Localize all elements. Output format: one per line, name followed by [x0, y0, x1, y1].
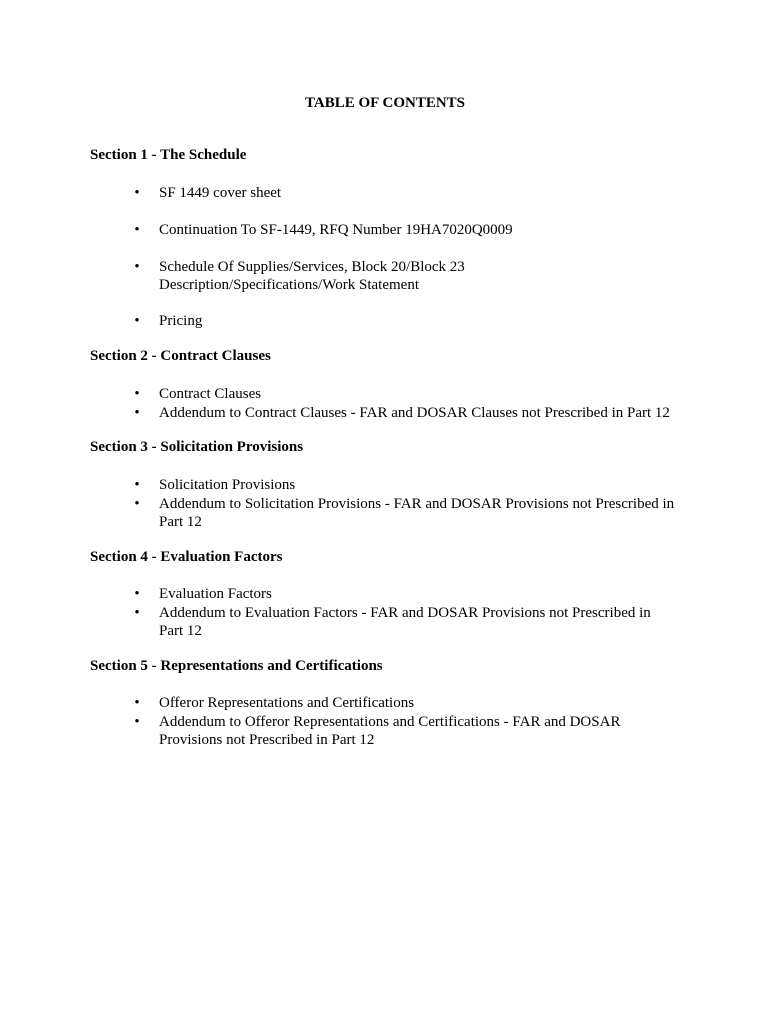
section-heading-1: Section 1 - The Schedule — [90, 147, 247, 163]
list-item — [131, 385, 691, 403]
list-item — [131, 312, 691, 330]
bullet-icon: • — [134, 405, 140, 421]
bullet-icon: • — [134, 496, 140, 512]
list-item-text: Evaluation Factors — [159, 586, 272, 602]
page-title: TABLE OF CONTENTS — [304, 95, 466, 111]
section-heading-3: Section 3 - Solicitation Provisions — [90, 439, 304, 455]
section-heading-2: Section 2 - Contract Clauses — [90, 348, 271, 364]
list-item — [131, 495, 691, 531]
list-item-text: Solicitation Provisions — [159, 477, 296, 493]
list-item-text: Pricing — [159, 313, 203, 329]
list-item-text: Addendum to Evaluation Factors - FAR and DOSAR Provisions not Prescribed in Part 12 — [159, 605, 651, 639]
list-item — [131, 476, 691, 494]
list-item — [131, 694, 691, 712]
section-heading-4: Section 4 - Evaluation Factors — [90, 549, 283, 565]
list-item — [131, 604, 671, 640]
bullet-icon: • — [134, 259, 140, 275]
bullet-icon: • — [134, 313, 140, 329]
list-item-text: Addendum to Contract Clauses - FAR and DOSAR Clauses not Prescribed in Part 12 — [159, 405, 670, 421]
list-item — [131, 258, 651, 294]
list-item — [131, 184, 691, 202]
list-item-text: Schedule Of Supplies/Services, Block 20/Block 23 Description/Specifications/Work Statement — [159, 259, 465, 293]
bullet-icon: • — [134, 185, 140, 201]
bullet-icon: • — [134, 386, 140, 402]
list-item-text: Offeror Representations and Certifications — [159, 695, 415, 711]
bullet-icon: • — [134, 714, 140, 730]
section-heading-5: Section 5 - Representations and Certifications — [90, 658, 383, 674]
list-item-text: SF 1449 cover sheet — [159, 185, 282, 201]
bullet-icon: • — [134, 222, 140, 238]
list-item — [131, 585, 691, 603]
bullet-icon: • — [134, 605, 140, 621]
list-item — [131, 713, 641, 749]
list-item-text: Contract Clauses — [159, 386, 262, 402]
list-item-text: Addendum to Solicitation Provisions - FAR and DOSAR Provisions not Prescribed in Part 12 — [159, 496, 675, 530]
list-item-text: Continuation To SF-1449, RFQ Number 19HA7020Q0009 — [159, 222, 513, 238]
bullet-icon: • — [134, 477, 140, 493]
list-item — [131, 404, 691, 422]
list-item — [131, 221, 691, 239]
list-item-text: Addendum to Offeror Representations and Certifications - FAR and DOSAR Provisions not Prescribed in Part 12 — [159, 714, 621, 748]
bullet-icon: • — [134, 586, 140, 602]
bullet-icon: • — [134, 695, 140, 711]
